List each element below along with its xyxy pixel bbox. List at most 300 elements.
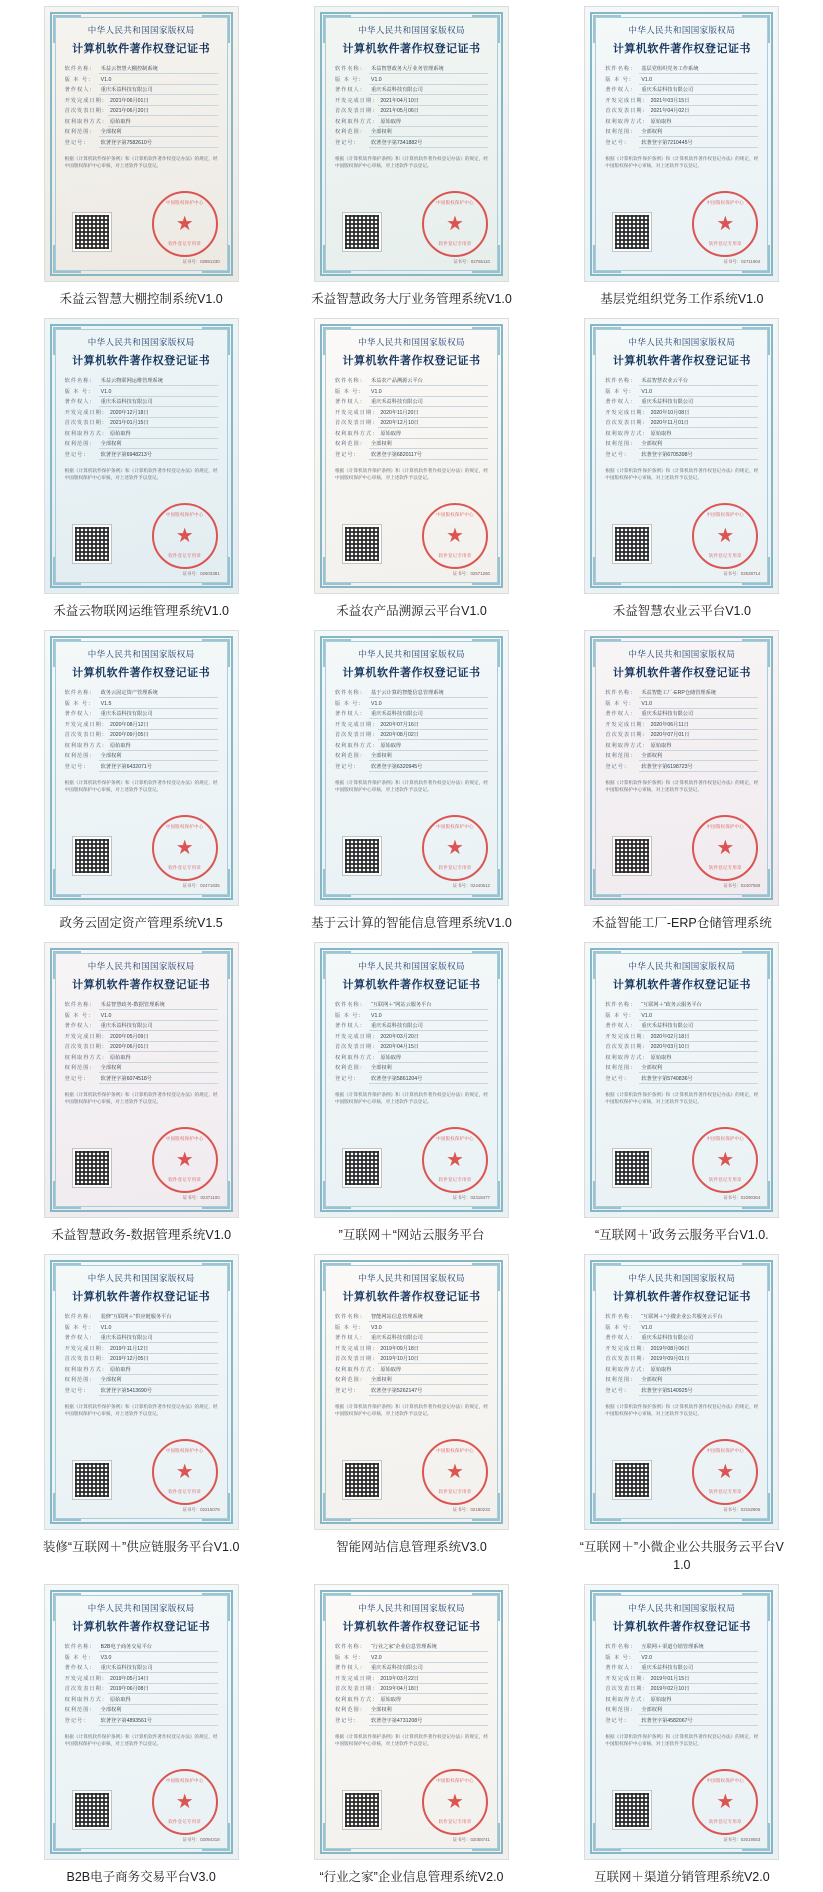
field-label: 软件名称： — [334, 1314, 366, 1320]
field-registration-number — [335, 763, 488, 772]
field-copyright-owner — [605, 1022, 758, 1031]
field-label: 权利取得方式： — [334, 1366, 379, 1373]
field-value: 全部权利 — [369, 1706, 488, 1715]
certificate-cell[interactable] — [6, 318, 276, 626]
qr-code-icon — [343, 1791, 381, 1829]
field-value: V1.0 — [369, 1012, 488, 1021]
certificate-cell[interactable] — [6, 1584, 276, 1892]
field-value: 软著登字第6432071号 — [99, 763, 218, 772]
field-right-scope — [605, 1064, 758, 1073]
certificate-cell[interactable] — [276, 630, 546, 938]
certificate-issuer: 中华人民共和国国家版权局 — [87, 337, 195, 347]
field-software-name — [605, 377, 758, 386]
field-value: 软著登字第6948213号 — [99, 451, 218, 460]
field-first-publish-date — [335, 1355, 488, 1364]
field-copyright-owner — [65, 1022, 218, 1031]
official-seal-icon: 中国版权保护中心 ★ 软件登记专用章 — [692, 815, 758, 881]
certificate-image[interactable] — [44, 1584, 239, 1860]
field-value: 2021年04月10日 — [378, 97, 488, 106]
field-label: 著作权人： — [605, 1335, 637, 1341]
certificate-note: 根据《计算机软件保护条例》和《计算机软件著作权登记办法》的规定，经中国版权保护中心审核，对上述软件予以登记。 — [605, 468, 759, 480]
field-right-scope — [65, 1064, 218, 1073]
field-value: 重庆禾益科技有限公司 — [369, 398, 488, 407]
field-value: 2019年10月10日 — [378, 1355, 488, 1364]
field-label: 著作权人： — [334, 1665, 366, 1671]
field-first-publish-date — [65, 107, 218, 116]
certificate-image[interactable] — [44, 1254, 239, 1530]
certificate-image[interactable] — [314, 630, 509, 906]
field-value: V1.0 — [639, 388, 758, 397]
official-seal-icon: 中国版权保护中心 ★ 软件登记专用章 — [152, 503, 218, 569]
field-label: 著作权人： — [605, 1023, 637, 1029]
field-value: 全部权利 — [369, 440, 488, 449]
certificate-fields — [59, 1001, 224, 1085]
field-right-scope — [335, 1706, 488, 1715]
field-value: 2019年09月18日 — [378, 1345, 488, 1354]
field-development-date — [335, 721, 488, 730]
field-label: 版 本 号： — [334, 1012, 365, 1019]
certificate-serial: 证书号：02094318 — [182, 1837, 220, 1842]
certificate-cell[interactable] — [276, 1254, 546, 1580]
field-value: 2020年04月15日 — [378, 1043, 488, 1052]
certificate-image[interactable] — [44, 630, 239, 906]
certificate-issuer: 中华人民共和国国家版权局 — [358, 25, 465, 35]
field-value: 2020年07月16日 — [378, 721, 488, 730]
field-value: 软著登字第6074518号 — [99, 1075, 218, 1084]
field-software-name — [335, 1001, 488, 1010]
certificate-footer — [329, 1769, 494, 1845]
field-software-version — [65, 1324, 218, 1333]
field-label: 权利取得方式： — [334, 742, 379, 749]
field-value: 互联网＋渠道分销管理系统 — [639, 1643, 758, 1652]
certificate-fields — [59, 377, 224, 461]
certificate-image[interactable] — [44, 318, 239, 594]
field-copyright-owner — [335, 1022, 488, 1031]
field-first-publish-date — [65, 1685, 218, 1694]
field-value: 智能网站信息管理系统 — [369, 1313, 488, 1322]
field-label: 著作权人： — [64, 1665, 96, 1671]
field-value: 禾益智慧政务大厅业务管理系统 — [369, 65, 488, 74]
field-development-date — [335, 1345, 488, 1354]
field-value: 禾益云智慧大棚控制系统 — [99, 65, 218, 74]
field-first-publish-date — [605, 107, 758, 116]
field-software-version — [605, 700, 758, 709]
field-value: V1.0 — [639, 700, 758, 709]
field-label: 登记号： — [64, 763, 90, 770]
certificate-title: 计算机软件著作权登记证书 — [342, 1621, 481, 1633]
field-label: 权利范围： — [334, 129, 366, 135]
field-label: 权利范围： — [64, 441, 96, 447]
field-software-name — [65, 1313, 218, 1322]
field-label: 首次发表日期： — [605, 1044, 649, 1050]
field-registration-number — [605, 1387, 758, 1396]
field-right-acquisition — [605, 430, 758, 439]
qr-code-icon — [613, 837, 651, 875]
field-label: 软件名称： — [334, 66, 366, 72]
field-development-date — [605, 1033, 758, 1042]
certificate-footer — [599, 1769, 764, 1845]
certificate-footer — [59, 1769, 224, 1845]
field-software-version — [605, 1324, 758, 1333]
field-label: 软件名称： — [64, 1644, 96, 1650]
certificate-title: 计算机软件著作权登记证书 — [342, 355, 481, 367]
field-copyright-owner — [335, 398, 488, 407]
certificate-image[interactable] — [584, 1584, 779, 1860]
field-software-version — [65, 700, 218, 709]
certificate-caption: 装修“互联网＋”供应链服务平台V1.0 — [42, 1540, 240, 1554]
field-label: 版 本 号： — [334, 700, 365, 707]
field-value: V1.0 — [369, 388, 488, 397]
certificate-note: 根据《计算机软件保护条例》和《计算机软件著作权登记办法》的规定，经中国版权保护中心审核，对上述软件予以登记。 — [334, 1092, 488, 1104]
field-label: 权利范围： — [64, 129, 96, 135]
field-label: 权利取得方式： — [64, 1366, 108, 1373]
certificate-image[interactable] — [584, 318, 779, 594]
certificate-issuer: 中华人民共和国国家版权局 — [87, 1603, 195, 1613]
certificate-cell[interactable] — [547, 1584, 817, 1892]
certificate-cell[interactable] — [547, 630, 817, 938]
certificate-caption: 智能网站信息管理系统V3.0 — [336, 1540, 487, 1554]
field-label: 软件名称： — [64, 1314, 96, 1320]
certificate-cell[interactable] — [6, 942, 276, 1250]
certificate-image[interactable] — [314, 942, 509, 1218]
certificate-issuer: 中华人民共和国国家版权局 — [87, 961, 195, 971]
field-label: 登记号： — [334, 763, 360, 770]
certificate-image[interactable] — [584, 630, 779, 906]
field-label: 权利取得方式： — [64, 430, 108, 437]
field-copyright-owner — [605, 398, 758, 407]
certificate-cell[interactable] — [6, 1254, 276, 1580]
field-value: 全部权利 — [369, 1376, 488, 1385]
certificate-issuer: 中华人民共和国国家版权局 — [628, 1273, 736, 1283]
certificate-grid — [0, 6, 823, 1892]
field-label: 首次发表日期： — [64, 1356, 108, 1362]
field-software-name — [65, 377, 218, 386]
certificate-note: 根据《计算机软件保护条例》和《计算机软件著作权登记办法》的规定，经中国版权保护中心审核，对上述软件予以登记。 — [605, 1092, 759, 1104]
field-software-name — [605, 1643, 758, 1652]
field-label: 开发完成日期： — [605, 97, 649, 104]
certificate-issuer: 中华人民共和国国家版权局 — [628, 1603, 736, 1613]
certificate-cell[interactable] — [547, 942, 817, 1250]
field-right-acquisition — [605, 1054, 758, 1063]
certificate-caption: ”互联网＋“网站云服务平台 — [338, 1228, 485, 1242]
field-value: 原始取得 — [378, 1366, 488, 1375]
field-first-publish-date — [605, 1043, 758, 1052]
field-value: 原始取得 — [649, 1696, 759, 1705]
field-right-scope — [605, 1376, 758, 1385]
qr-code-icon — [343, 1149, 381, 1187]
field-value: 软著登字第4893561号 — [99, 1717, 218, 1726]
field-label: 权利范围： — [605, 1377, 637, 1383]
certificate-image[interactable] — [314, 318, 509, 594]
field-right-acquisition — [335, 430, 488, 439]
field-software-version — [605, 1012, 758, 1021]
certificate-issuer: 中华人民共和国国家版权局 — [87, 1273, 195, 1283]
field-value: 全部权利 — [99, 1376, 218, 1385]
field-label: 权利取得方式： — [64, 1054, 108, 1061]
field-value: V1.0 — [99, 1324, 218, 1333]
certificate-image[interactable] — [314, 1584, 509, 1860]
certificate-caption: 基于云计算的智能信息管理系统V1.0 — [311, 916, 512, 930]
certificate-cell[interactable] — [276, 942, 546, 1250]
field-first-publish-date — [65, 1043, 218, 1052]
certificate-cell[interactable] — [276, 318, 546, 626]
field-label: 首次发表日期： — [334, 108, 379, 114]
field-label: 权利取得方式： — [334, 118, 379, 125]
certificate-footer — [59, 191, 224, 267]
field-right-acquisition — [605, 118, 758, 127]
official-seal-icon: 中国版权保护中心 ★ 软件登记专用章 — [422, 503, 488, 569]
certificate-image[interactable] — [584, 1254, 779, 1530]
certificate-image[interactable] — [584, 6, 779, 282]
certificate-footer — [59, 503, 224, 579]
field-development-date — [605, 1675, 758, 1684]
certificate-cell[interactable] — [6, 630, 276, 938]
field-value: V1.0 — [99, 1012, 218, 1021]
field-value: 重庆禾益科技有限公司 — [369, 86, 488, 95]
certificate-title: 计算机软件著作权登记证书 — [72, 667, 211, 679]
field-value: 软著登字第7582610号 — [99, 139, 218, 148]
field-label: 权利范围： — [64, 753, 96, 759]
certificate-footer — [59, 1439, 224, 1515]
certificate-fields — [329, 65, 494, 149]
qr-code-icon — [613, 213, 651, 251]
field-value: 软著登字第4731208号 — [369, 1717, 488, 1726]
field-software-version — [335, 388, 488, 397]
certificate-footer — [329, 815, 494, 891]
field-value: V1.0 — [639, 1324, 758, 1333]
field-first-publish-date — [335, 1685, 488, 1694]
certificate-caption: 禾益农产品溯源云平台V1.0 — [336, 604, 487, 618]
field-value: 全部权利 — [639, 128, 758, 137]
field-value: “互联网＋”网站云服务平台 — [369, 1001, 488, 1010]
certificate-title: 计算机软件著作权登记证书 — [612, 43, 751, 55]
field-value: 2020年05月09日 — [108, 1033, 218, 1042]
field-value: 软著登字第5740836号 — [639, 1075, 758, 1084]
field-value: 2020年11月20日 — [378, 409, 488, 418]
field-value: 软著登字第6320945号 — [369, 763, 488, 772]
field-right-scope — [335, 1376, 488, 1385]
certificate-cell[interactable] — [276, 6, 546, 314]
field-label: 著作权人： — [64, 399, 96, 405]
field-copyright-owner — [65, 86, 218, 95]
field-value: 2020年08月12日 — [108, 721, 218, 730]
field-value: 重庆禾益科技有限公司 — [639, 710, 758, 719]
field-value: 全部权利 — [99, 440, 218, 449]
field-label: 版 本 号： — [334, 76, 365, 83]
field-label: 著作权人： — [64, 1023, 96, 1029]
field-label: 权利范围： — [605, 441, 637, 447]
field-registration-number — [65, 1075, 218, 1084]
qr-code-icon — [73, 1149, 111, 1187]
field-first-publish-date — [605, 731, 758, 740]
certificate-caption: 互联网＋渠道分销管理系统V2.0 — [593, 1870, 770, 1884]
field-label: 著作权人： — [64, 711, 96, 717]
certificate-issuer: 中华人民共和国国家版权局 — [358, 649, 465, 659]
field-value: 全部权利 — [639, 1376, 758, 1385]
field-first-publish-date — [335, 419, 488, 428]
certificate-note: 根据《计算机软件保护条例》和《计算机软件著作权登记办法》的规定，经中国版权保护中心审核，对上述软件予以登记。 — [605, 1734, 759, 1746]
field-value: V1.0 — [639, 76, 758, 85]
field-copyright-owner — [335, 86, 488, 95]
certificate-cell[interactable] — [6, 6, 276, 314]
field-label: 首次发表日期： — [334, 1686, 379, 1692]
field-label: 权利取得方式： — [64, 1696, 108, 1703]
certificate-title: 计算机软件著作权登记证书 — [612, 667, 751, 679]
field-value: V3.0 — [99, 1654, 218, 1663]
field-value: 软著登字第5262147号 — [369, 1387, 488, 1396]
certificate-serial: 证书号：02318477 — [452, 1195, 490, 1200]
field-right-scope — [335, 1064, 488, 1073]
field-label: 首次发表日期： — [334, 1356, 379, 1362]
field-label: 软件名称： — [334, 1644, 366, 1650]
field-value: 重庆禾益科技有限公司 — [99, 86, 218, 95]
field-label: 权利取得方式： — [64, 118, 108, 125]
field-value: 原始取得 — [649, 1054, 759, 1063]
certificate-note: 根据《计算机软件保护条例》和《计算机软件著作权登记办法》的规定，经中国版权保护中心审核，对上述软件予以登记。 — [605, 780, 759, 792]
field-label: 版 本 号： — [64, 388, 95, 395]
certificate-fields — [599, 377, 764, 461]
field-value: 2021年06月20日 — [108, 107, 218, 116]
certificate-caption: 禾益智能工厂-ERP仓储管理系统 — [591, 916, 772, 930]
certificate-footer — [599, 1127, 764, 1203]
field-value: 禾益智能工厂-ERP仓储管理系统 — [639, 689, 758, 698]
certificate-cell[interactable] — [547, 318, 817, 626]
field-registration-number — [65, 763, 218, 772]
field-label: 登记号： — [605, 763, 631, 770]
certificate-caption: “行业之家”企业信息管理系统V2.0 — [319, 1870, 504, 1884]
certificate-title: 计算机软件著作权登记证书 — [72, 1621, 211, 1633]
field-value: 2020年12月10日 — [378, 419, 488, 428]
certificate-serial: 证书号：02215078 — [182, 1507, 220, 1512]
field-label: 版 本 号： — [64, 1324, 95, 1331]
field-value: 2019年06月08日 — [108, 1685, 218, 1694]
field-value: V1.0 — [99, 76, 218, 85]
certificate-image[interactable] — [314, 1254, 509, 1530]
field-value: “互联网＋”政务云服务平台 — [639, 1001, 758, 1010]
field-right-scope — [65, 1706, 218, 1715]
certificate-cell[interactable] — [547, 1254, 817, 1580]
field-label: 软件名称： — [605, 1002, 637, 1008]
field-value: 原始取得 — [378, 1696, 488, 1705]
field-right-acquisition — [65, 1054, 218, 1063]
certificate-fields — [599, 65, 764, 149]
certificate-image[interactable] — [584, 942, 779, 1218]
field-label: 权利取得方式： — [334, 1054, 379, 1061]
field-value: 全部权利 — [99, 128, 218, 137]
field-first-publish-date — [65, 1355, 218, 1364]
field-value: V2.0 — [639, 1654, 758, 1663]
certificate-title: 计算机软件著作权登记证书 — [342, 979, 481, 991]
field-first-publish-date — [335, 107, 488, 116]
field-label: 登记号： — [605, 139, 631, 146]
field-right-acquisition — [335, 742, 488, 751]
certificate-cell[interactable] — [276, 1584, 546, 1892]
field-value: V1.0 — [369, 76, 488, 85]
certificate-issuer: 中华人民共和国国家版权局 — [628, 961, 736, 971]
field-label: 开发完成日期： — [605, 1345, 649, 1352]
field-right-scope — [605, 752, 758, 761]
field-value: 禾益智慧农业云平台 — [639, 377, 758, 386]
field-registration-number — [65, 1717, 218, 1726]
certificate-serial: 证书号：02891230 — [182, 259, 220, 264]
field-label: 首次发表日期： — [605, 1356, 649, 1362]
certificate-fields — [59, 1313, 224, 1397]
qr-code-icon — [73, 1461, 111, 1499]
field-label: 权利范围： — [605, 1065, 637, 1071]
field-label: 版 本 号： — [64, 1012, 95, 1019]
field-registration-number — [65, 139, 218, 148]
field-label: 首次发表日期： — [64, 1686, 108, 1692]
field-value: 2021年03月15日 — [649, 97, 759, 106]
field-right-scope — [605, 1706, 758, 1715]
field-label: 版 本 号： — [605, 700, 635, 707]
field-label: 登记号： — [605, 1075, 631, 1082]
field-label: 开发完成日期： — [334, 1345, 379, 1352]
field-value: 原始取得 — [649, 742, 759, 751]
field-value: 原始取得 — [108, 1696, 218, 1705]
field-label: 权利范围： — [334, 1707, 366, 1713]
certificate-image[interactable] — [44, 942, 239, 1218]
certificate-issuer: 中华人民共和国国家版权局 — [358, 961, 465, 971]
field-right-acquisition — [605, 1696, 758, 1705]
field-label: 版 本 号： — [334, 388, 365, 395]
field-label: 开发完成日期： — [605, 409, 649, 416]
field-label: 著作权人： — [64, 1335, 96, 1341]
field-label: 登记号： — [334, 1717, 360, 1724]
field-software-name — [335, 1313, 488, 1322]
field-right-scope — [65, 752, 218, 761]
field-value: 原始取得 — [108, 742, 218, 751]
official-seal-icon: 中国版权保护中心 ★ 软件登记专用章 — [152, 815, 218, 881]
certificate-image[interactable] — [314, 6, 509, 282]
certificate-title: 计算机软件著作权登记证书 — [72, 979, 211, 991]
certificate-footer — [329, 191, 494, 267]
field-value: 2019年01月15日 — [649, 1675, 759, 1684]
field-value: 软著登字第6705398号 — [639, 451, 758, 460]
field-label: 版 本 号： — [605, 388, 635, 395]
certificate-serial: 证书号：02528714 — [723, 571, 761, 576]
field-value: 原始取得 — [108, 1366, 218, 1375]
certificate-image[interactable] — [44, 6, 239, 282]
official-seal-icon: 中国版权保护中心 ★ 软件登记专用章 — [422, 1127, 488, 1193]
field-value: 2020年03月20日 — [378, 1033, 488, 1042]
field-value: 原始取得 — [649, 430, 759, 439]
official-seal-icon: 中国版权保护中心 ★ 软件登记专用章 — [422, 815, 488, 881]
certificate-fields — [599, 689, 764, 773]
field-right-acquisition — [65, 430, 218, 439]
field-right-scope — [65, 128, 218, 137]
certificate-issuer: 中华人民共和国国家版权局 — [628, 25, 736, 35]
field-label: 开发完成日期： — [64, 1345, 108, 1352]
field-value: 2019年09月01日 — [649, 1355, 759, 1364]
field-label: 登记号： — [605, 1717, 631, 1724]
field-right-scope — [335, 752, 488, 761]
certificate-issuer: 中华人民共和国国家版权局 — [87, 25, 195, 35]
field-label: 权利范围： — [334, 441, 366, 447]
certificate-footer — [599, 1439, 764, 1515]
field-label: 登记号： — [334, 451, 360, 458]
field-label: 登记号： — [64, 1717, 90, 1724]
field-value: 2020年06月11日 — [649, 721, 759, 730]
qr-code-icon — [613, 1149, 651, 1187]
field-copyright-owner — [335, 1334, 488, 1343]
field-development-date — [335, 1675, 488, 1684]
field-value: 2019年02月10日 — [649, 1685, 759, 1694]
certificate-cell[interactable] — [547, 6, 817, 314]
field-value: 2019年04月18日 — [378, 1685, 488, 1694]
certificate-fields — [329, 689, 494, 773]
field-label: 著作权人： — [605, 87, 637, 93]
